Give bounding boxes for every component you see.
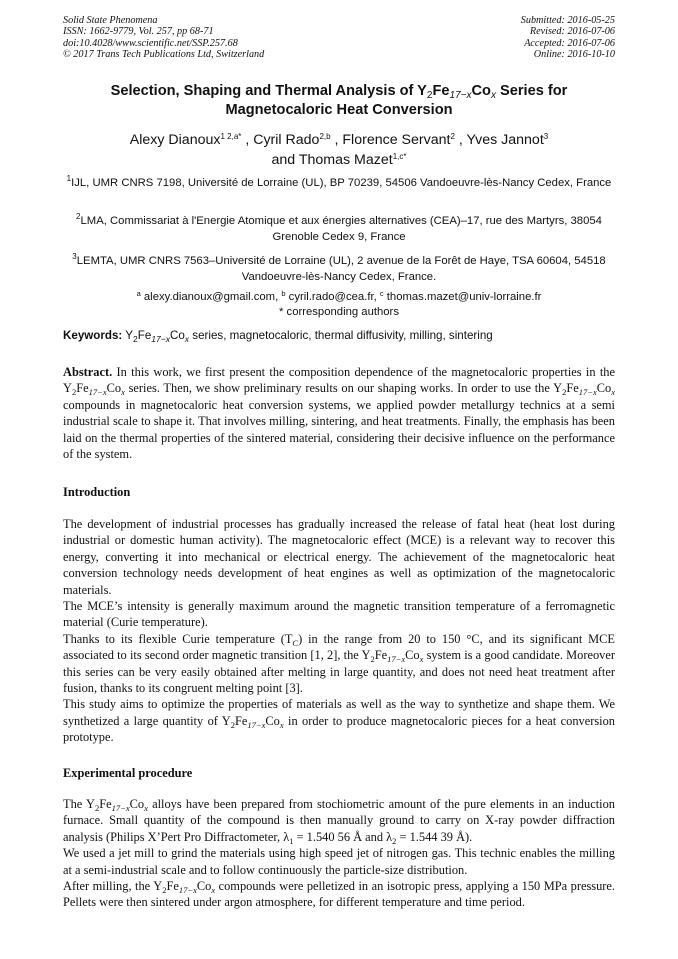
accepted-date: Accepted: 2016-07-06 [524,37,615,49]
keywords: Keywords: $Y_2Fe_{17-x}Co_x$ series, magnetocaloric, thermal diffusivity, milling, sintering [63,329,493,344]
submitted-date: Submitted: 2016-05-25 [520,15,615,26]
revised-date: Revised: 2016-07-06 [529,26,615,38]
abstract-label: Abstract. [63,365,113,379]
author-affiliation-mark: 1,c* [392,152,407,161]
author-name: Cyril Rado [253,132,320,148]
paragraph: This study aims to optimize the properties of materials as well as the way to synthetize and shape them. We synthetized a large quantity of $Y_2Fe_{17-x}Co_x$ in order to produce magnetocaloric pieces for a heat conversion prototype. [63,697,615,745]
doi-line: doi:10.4028/www.scientific.net/SSP.257.68 [63,37,238,49]
section-heading-experimental: Experimental procedure [63,766,193,780]
affiliation-2: $^2$LMA, Commissariat à l'Energie Atomique et aux énergies alternatives (CEA)–17, rue des Martyrs, 38054 Grenoble Cedex 9, France [76,212,602,243]
paragraph: We used a jet mill to grind the materials using high speed jet of nitrogen gas. This technic enables the milling at a semi-industrial scale and to follow continuously the particle-size distribution. [63,846,615,877]
author-affiliation-mark: 2 [450,132,455,141]
author-affiliation-mark: 1 2,a* [220,132,242,141]
experimental-body [63,796,615,911]
online-date: Online: 2016-10-10 [533,48,615,60]
email-link[interactable]: alexy.dianoux@gmail.com, [140,291,282,303]
journal-name: Solid State Phenomena [63,15,158,26]
journal-info [63,15,264,60]
paragraph: The $Y_2Fe_{17-x}Co_x$ alloys have been prepared from stochiometric amount of the pure elements in an induction furnace. Small quantity of the compound is then manually ground to carry on X-ray powder diffraction analysis (Philips X’Pert Pro Diffractometer, $\lambda_1 = 1.540$ 56 Å and $\lambda_2 = 1.544$ 39 Å). [63,797,615,846]
keywords-label: Keywords: [63,329,123,342]
affiliation-1: $^1$IJL, UMR CNRS 7198, Université de Lorraine (UL), BP 70239, 54506 Vandoeuvre-lès-Nancy Cedex, France [66,174,612,189]
author-name: Florence Servant [342,132,451,148]
author-name: Yves Jannot [466,132,544,148]
email-link[interactable]: cyril.rado@cea.fr, [285,291,380,303]
submission-dates [521,15,615,60]
author-name: Alexy Dianoux [129,132,221,148]
email-block: $^a$ alexy.dianoux@gmail.com, $^b$ cyril.rado@cea.fr, $^c$ thomas.mazet@univ-lorraine.fr * corresponding authors [136,289,542,319]
paragraph: Thanks to its flexible Curie temperature $(T_C)$ in the range from 20 to 150 °C, and its significant MCE associated to its second order magnetic transition [1, 2], the $Y_2Fe_{17-x}Co_x$ system is a good candidate. Moreover this series can be very easily obtained after melting in large quantity, and does not need heat treatment after fusion, thanks to its congruent melting point [3]. [63,631,616,696]
paragraph: The development of industrial processes has gradually increased the release of fatal heat (heat lost during industrial or domestic human activity). The magnetocaloric effect (MCE) is a relevant way to recover this energy, converting it into mechanical or electrical energy. The achievement of the magnetocaloric heat conversion technology needs development of heat engines as well as optimization of the magnetocaloric materials. [63,517,615,597]
paragraph: The MCE’s intensity is generally maximum around the magnetic transition temperature of a ferromagnetic material (Curie temperature). [63,599,615,630]
paper-title: Selection, Shaping and Thermal Analysis of $Y_2Fe_{17-x}Co_x$ Series for Magnetocaloric Heat Conversion [110,83,568,118]
email-link[interactable]: thomas.mazet@univ-lorraine.fr [383,291,542,303]
corresponding-note: * corresponding authors [279,306,399,319]
section-heading-introduction: Introduction [63,485,131,499]
issn-line: ISSN: 1662-9779, Vol. 257, pp 68-71 [63,26,214,38]
author-list: Alexy Dianoux$^{1 2,a*}$ , Cyril Rado$^{2,b}$ , Florence Servant$^2$ , Yves Jannot$^3$ and Thomas Mazet$^{1,c*}$ [129,132,549,168]
author-affiliation-mark: 2,b [319,132,331,141]
introduction-body [63,516,615,746]
copyright-line: © 2017 Trans Tech Publications Ltd, Switzerland [63,48,265,60]
affiliation-3: $^3$LEMTA, UMR CNRS 7563–Université de Lorraine (UL), 2 avenue de la Forêt de Haye, TSA 60604, 54518 Vandoeuvre-lès-Nancy Cedex, France. [72,252,606,283]
author-affiliation-mark: 3 [543,132,549,141]
author-name: and Thomas Mazet [271,152,393,168]
paragraph: After milling, the $Y_2Fe_{17-x}Co_x$ compounds were pelletized in an isotropic press, applying a 150 MPa pressure. Pellets were then sintered under argon atmosphere, for different temperature and time period. [63,879,616,910]
abstract: Abstract. In this work, we first present the composition dependence of the magnetocaloric properties in the $Y_2Fe_{17-x}Co_x$ series. Then, we show preliminary results on our shaping works. In order to use the $Y_2Fe_{17-x}Co_x$ compounds in magnetocaloric heat conversion systems, we applied powder metallurgy technics at a semi industrial scale to shape it. That involves milling, sintering, and heat treatments. Finally, the emphasis has been laid on the thermal properties of the sintered material, considering their decisive influence on the performance of the system. [63,365,615,462]
